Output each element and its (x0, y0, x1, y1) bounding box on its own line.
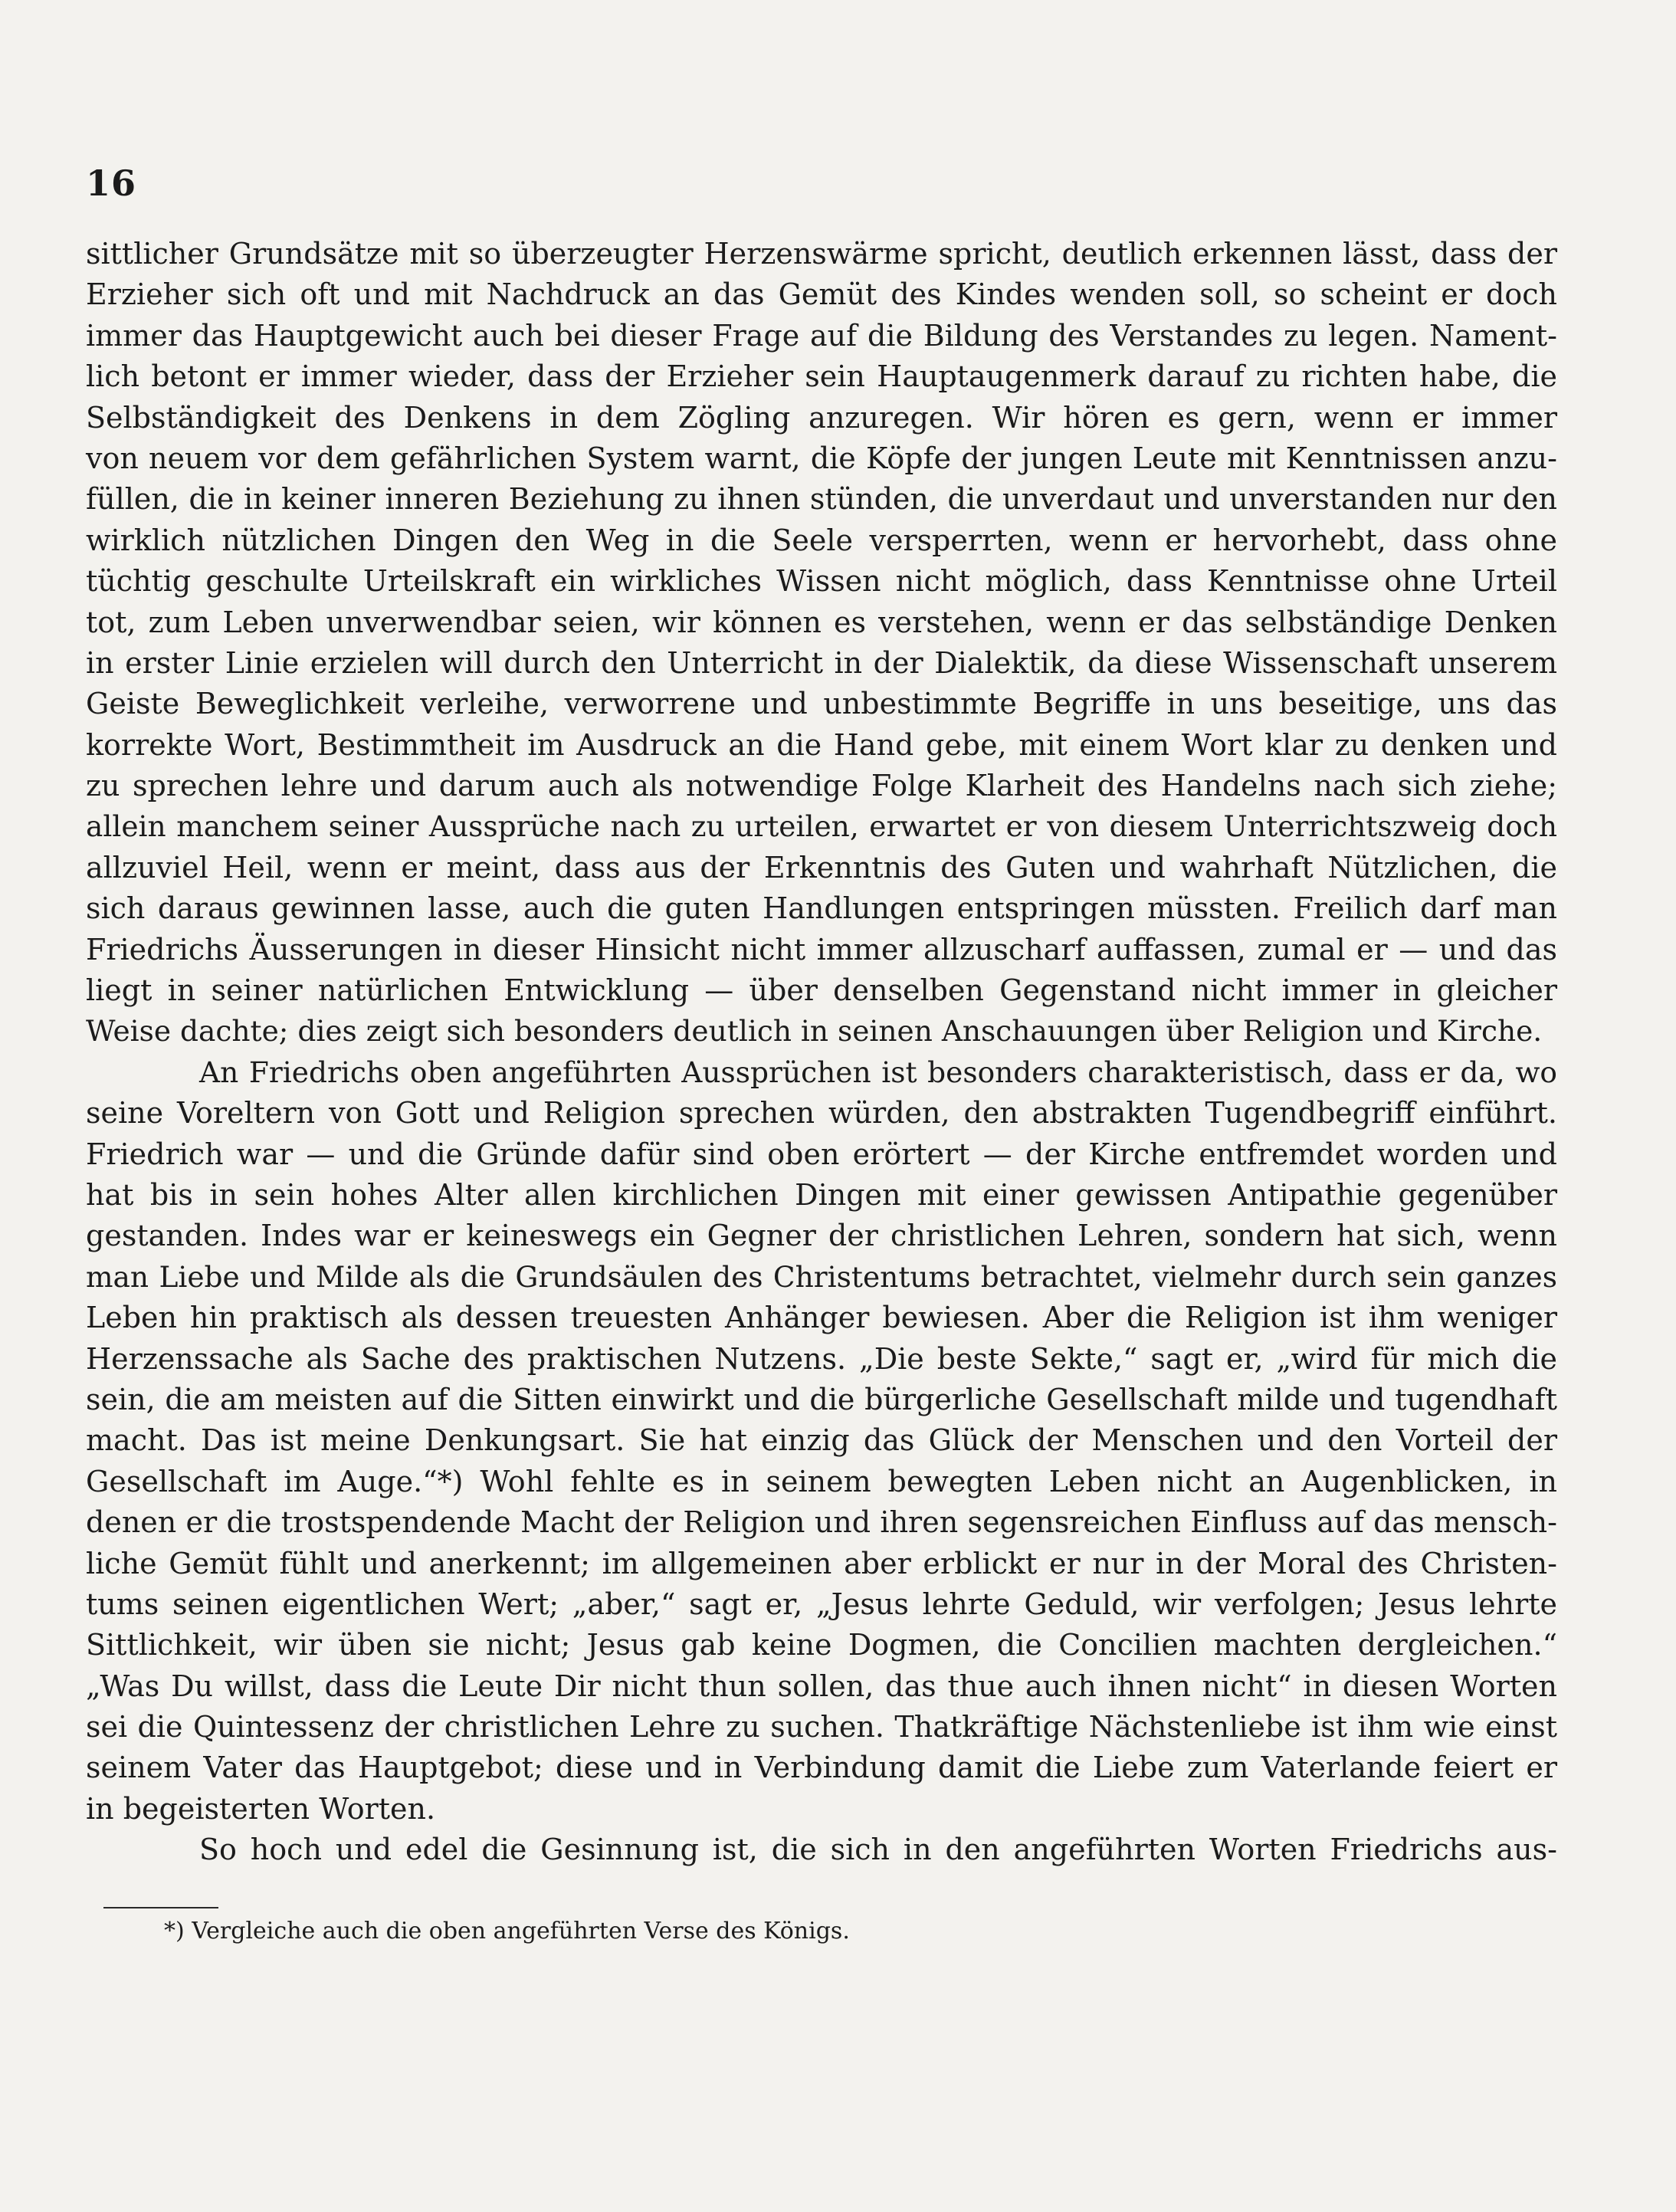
text-line: seine Voreltern von Gott und Religion sprechen würden, den abstrakten Tugendbegriff einführt. (86, 1096, 1557, 1131)
text-line: wirklich nützlichen Dingen den Weg in die Seele versperrten, wenn er hervorhebt, dass ohne (86, 523, 1557, 557)
text-line: sich daraus gewinnen lasse, auch die guten Handlungen entspringen müssten. Freilich darf man (86, 891, 1557, 926)
text-line: tot, zum Leben unverwendbar seien, wir können es verstehen, wenn er das selbständige Denken (86, 605, 1557, 639)
text-line: So hoch und edel die Gesinnung ist, die sich in den angeführten Worten Friedrichs aus- (199, 1833, 1557, 1867)
text-line: Selbständigkeit des Denkens in dem Zögling anzuregen. Wir hören es gern, wenn er immer (86, 400, 1557, 435)
text-line: Gesellschaft im Auge.“*) Wohl fehlte es in seinem bewegten Leben nicht an Augenblicken, in (86, 1464, 1557, 1498)
page-number: 16 (86, 162, 137, 204)
text-line: Weise dachte; dies zeigt sich besonders deutlich in seinen Anschauungen über Religion und Kirche. (86, 1014, 1543, 1049)
text-line: „Was Du willst, dass die Leute Dir nicht thun sollen, das thue auch ihnen nicht“ in diesen Worten (86, 1669, 1557, 1703)
text-line: füllen, die in keiner inneren Beziehung zu ihnen stünden, die unverdaut und unverstanden nur den (86, 482, 1557, 517)
text-line: man Liebe und Milde als die Grundsäulen des Christentums betrachtet, vielmehr durch sein ganzes (86, 1259, 1557, 1294)
text-line: tums seinen eigentlichen Wert; „aber,“ sagt er, „Jesus lehrte Geduld, wir verfolgen; Jesus lehrte (86, 1587, 1557, 1621)
text-line: Leben hin praktisch als dessen treuesten Anhänger bewiesen. Aber die Religion ist ihm weniger (86, 1301, 1557, 1335)
text-line: sein, die am meisten auf die Sitten einwirkt und die bürgerliche Gesellschaft milde und tugendhaft (86, 1382, 1557, 1416)
text-line: seinem Vater das Hauptgebot; diese und in Verbindung damit die Liebe zum Vaterlande feiert er (86, 1751, 1557, 1785)
body-text (86, 234, 1557, 1871)
text-line: sei die Quintessenz der christlichen Lehre zu suchen. Thatkräftige Nächstenliebe ist ihm wie einst (86, 1710, 1557, 1744)
text-line: allzuviel Heil, wenn er meint, dass aus der Erkenntnis des Guten und wahrhaft Nützlichen, die (86, 850, 1557, 884)
text-line: korrekte Wort, Bestimmtheit im Ausdruck an die Hand gebe, mit einem Wort klar zu denken und (86, 727, 1557, 762)
text-line: von neuem vor dem gefährlichen System warnt, die Köpfe der jungen Leute mit Kenntnissen anzu- (86, 441, 1557, 475)
footnote-divider (103, 1907, 218, 1908)
text-line: hat bis in sein hohes Alter allen kirchlichen Dingen mit einer gewissen Antipathie gegenüber (86, 1177, 1557, 1212)
text-line: immer das Hauptgewicht auch bei dieser Frage auf die Bildung des Verstandes zu legen. Nament- (86, 318, 1557, 353)
text-line: Friedrich war — und die Gründe dafür sind oben erörtert — der Kirche entfremdet worden und (86, 1137, 1557, 1171)
text-line: sittlicher Grundsätze mit so überzeugter Herzenswärme spricht, deutlich erkennen lässt, dass der (86, 237, 1557, 271)
text-line: macht. Das ist meine Denkungsart. Sie hat einzig das Glück der Menschen und den Vorteil der (86, 1423, 1557, 1458)
text-line: lich betont er immer wieder, dass der Erzieher sein Hauptaugenmerk darauf zu richten habe, die (86, 359, 1557, 394)
text-line: in begeisterten Worten. (86, 1791, 436, 1826)
text-line: in erster Linie erzielen will durch den Unterricht in der Dialektik, da diese Wissenschaft unserem (86, 645, 1557, 680)
text-line: liche Gemüt fühlt und anerkennt; im allgemeinen aber erblickt er nur in der Moral des Christen- (86, 1546, 1557, 1580)
text-line: Geiste Beweglichkeit verleihe, verworrene und unbestimmte Begriffe in uns beseitige, uns das (86, 687, 1557, 721)
text-line: gestanden. Indes war er keineswegs ein Gegner der christlichen Lehren, sondern hat sich, wenn (86, 1219, 1557, 1253)
text-line: denen er die trostspendende Macht der Religion und ihren segensreichen Einfluss auf das mensch- (86, 1505, 1557, 1540)
text-line: tüchtig geschulte Urteilskraft ein wirkliches Wissen nicht möglich, dass Kenntnisse ohne Urteil (86, 564, 1557, 599)
text-line: Erzieher sich oft und mit Nachdruck an das Gemüt des Kindes wenden soll, so scheint er doch (86, 277, 1557, 312)
text-line: Herzenssache als Sache des praktischen Nutzens. „Die beste Sekte,“ sagt er, „wird für mich die (86, 1341, 1557, 1376)
text-line: An Friedrichs oben angeführten Aussprüchen ist besonders charakteristisch, dass er da, wo (199, 1055, 1557, 1089)
footnote: *) Vergleiche auch die oben angeführten Verse des Königs. (164, 1918, 850, 1945)
text-line: liegt in seiner natürlichen Entwicklung — über denselben Gegenstand nicht immer in gleicher (86, 973, 1557, 1008)
text-line: Sittlichkeit, wir üben sie nicht; Jesus gab keine Dogmen, die Concilien machten dergleichen.“ (86, 1628, 1557, 1662)
text-line: allein manchem seiner Aussprüche nach zu urteilen, erwartet er von diesem Unterrichtszweig doch (86, 809, 1557, 844)
text-line: zu sprechen lehre und darum auch als notwendige Folge Klarheit des Handelns nach sich ziehe; (86, 769, 1557, 803)
text-line: Friedrichs Äusserungen in dieser Hinsicht nicht immer allzuscharf auffassen, zumal er — und das (86, 932, 1557, 967)
